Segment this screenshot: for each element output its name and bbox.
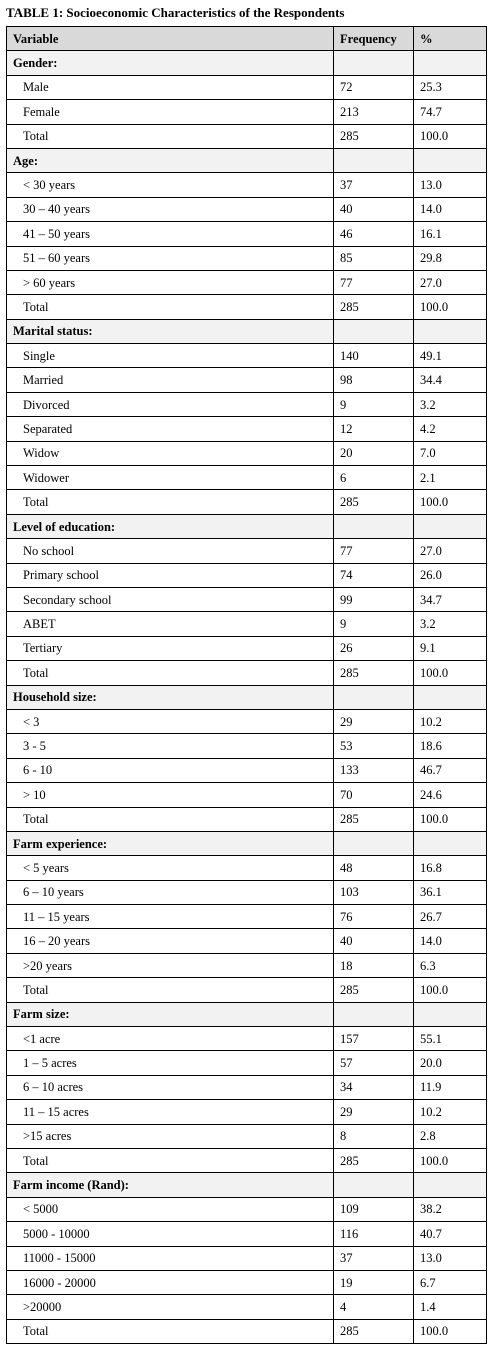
percent-cell: 100.0 — [414, 295, 487, 319]
label-cell: < 3 — [7, 709, 334, 733]
percent-cell: 40.7 — [414, 1222, 487, 1246]
frequency-cell: 77 — [334, 270, 414, 294]
section-row — [7, 514, 487, 538]
section-empty-cell — [334, 319, 414, 343]
table-row — [7, 1051, 487, 1075]
percent-cell: 16.8 — [414, 856, 487, 880]
table-row — [7, 734, 487, 758]
frequency-cell: 40 — [334, 197, 414, 221]
percent-cell: 46.7 — [414, 758, 487, 782]
table-row — [7, 295, 487, 319]
table-row — [7, 490, 487, 514]
section-empty-cell — [334, 1002, 414, 1026]
percent-cell: 100.0 — [414, 1148, 487, 1172]
section-title: Marital status: — [7, 319, 334, 343]
section-row — [7, 685, 487, 709]
frequency-cell: 74 — [334, 563, 414, 587]
percent-cell: 29.8 — [414, 246, 487, 270]
label-cell: 6 – 10 acres — [7, 1075, 334, 1099]
percent-cell: 100.0 — [414, 978, 487, 1002]
section-title: Farm size: — [7, 1002, 334, 1026]
label-cell: < 5 years — [7, 856, 334, 880]
label-cell: > 60 years — [7, 270, 334, 294]
frequency-cell: 157 — [334, 1027, 414, 1051]
section-empty-cell — [334, 514, 414, 538]
label-cell: Widow — [7, 441, 334, 465]
label-cell: >15 acres — [7, 1124, 334, 1148]
table-row — [7, 1295, 487, 1319]
frequency-cell: 285 — [334, 490, 414, 514]
percent-cell: 2.1 — [414, 466, 487, 490]
table-row — [7, 783, 487, 807]
label-cell: Divorced — [7, 392, 334, 416]
frequency-cell: 285 — [334, 1319, 414, 1343]
table-row — [7, 75, 487, 99]
section-empty-cell — [334, 148, 414, 172]
frequency-cell: 98 — [334, 368, 414, 392]
label-cell: Widower — [7, 466, 334, 490]
label-cell: 1 – 5 acres — [7, 1051, 334, 1075]
table-header-row — [7, 27, 487, 51]
percent-cell: 13.0 — [414, 173, 487, 197]
label-cell: 11 – 15 acres — [7, 1100, 334, 1124]
label-cell: 11 – 15 years — [7, 905, 334, 929]
section-empty-cell — [414, 831, 487, 855]
section-title: Farm income (Rand): — [7, 1173, 334, 1197]
percent-cell: 4.2 — [414, 417, 487, 441]
table-row — [7, 197, 487, 221]
percent-cell: 7.0 — [414, 441, 487, 465]
table-row — [7, 466, 487, 490]
frequency-cell: 6 — [334, 466, 414, 490]
label-cell: Male — [7, 75, 334, 99]
section-row — [7, 1002, 487, 1026]
table-row — [7, 344, 487, 368]
table-row — [7, 441, 487, 465]
percent-cell: 27.0 — [414, 270, 487, 294]
percent-cell: 100.0 — [414, 661, 487, 685]
table-row — [7, 905, 487, 929]
percent-cell: 10.2 — [414, 1100, 487, 1124]
label-cell: 5000 - 10000 — [7, 1222, 334, 1246]
percent-cell: 14.0 — [414, 929, 487, 953]
percent-cell: 100.0 — [414, 124, 487, 148]
label-cell: Single — [7, 344, 334, 368]
table-row — [7, 368, 487, 392]
table-row — [7, 173, 487, 197]
table-row — [7, 1319, 487, 1343]
label-cell: < 5000 — [7, 1197, 334, 1221]
section-title: Household size: — [7, 685, 334, 709]
table-row — [7, 953, 487, 977]
percent-cell: 49.1 — [414, 344, 487, 368]
frequency-cell: 37 — [334, 1246, 414, 1270]
section-row — [7, 51, 487, 75]
percent-cell: 100.0 — [414, 490, 487, 514]
section-empty-cell — [334, 685, 414, 709]
label-cell: Total — [7, 1148, 334, 1172]
table-row — [7, 880, 487, 904]
frequency-cell: 57 — [334, 1051, 414, 1075]
frequency-cell: 19 — [334, 1270, 414, 1294]
frequency-cell: 133 — [334, 758, 414, 782]
frequency-cell: 29 — [334, 1100, 414, 1124]
percent-cell: 34.7 — [414, 587, 487, 611]
label-cell: Secondary school — [7, 587, 334, 611]
label-cell: 30 – 40 years — [7, 197, 334, 221]
frequency-cell: 18 — [334, 953, 414, 977]
section-empty-cell — [414, 319, 487, 343]
frequency-cell: 70 — [334, 783, 414, 807]
table-row — [7, 1075, 487, 1099]
section-row — [7, 148, 487, 172]
table-row — [7, 856, 487, 880]
frequency-cell: 76 — [334, 905, 414, 929]
frequency-cell: 9 — [334, 612, 414, 636]
table-row — [7, 1197, 487, 1221]
frequency-cell: 20 — [334, 441, 414, 465]
section-row — [7, 1173, 487, 1197]
frequency-cell: 8 — [334, 1124, 414, 1148]
table-row — [7, 978, 487, 1002]
label-cell: 6 – 10 years — [7, 880, 334, 904]
frequency-cell: 26 — [334, 636, 414, 660]
label-cell: 51 – 60 years — [7, 246, 334, 270]
socioeconomic-table — [6, 26, 487, 1344]
percent-cell: 100.0 — [414, 1319, 487, 1343]
frequency-cell: 285 — [334, 661, 414, 685]
frequency-cell: 85 — [334, 246, 414, 270]
percent-cell: 100.0 — [414, 807, 487, 831]
percent-cell: 9.1 — [414, 636, 487, 660]
frequency-cell: 4 — [334, 1295, 414, 1319]
frequency-cell: 29 — [334, 709, 414, 733]
frequency-cell: 285 — [334, 978, 414, 1002]
label-cell: >20 years — [7, 953, 334, 977]
label-cell: Female — [7, 100, 334, 124]
frequency-cell: 48 — [334, 856, 414, 880]
section-empty-cell — [334, 831, 414, 855]
section-empty-cell — [414, 51, 487, 75]
percent-cell: 26.0 — [414, 563, 487, 587]
label-cell: Total — [7, 490, 334, 514]
frequency-cell: 103 — [334, 880, 414, 904]
table-row — [7, 222, 487, 246]
section-row — [7, 831, 487, 855]
percent-cell: 38.2 — [414, 1197, 487, 1221]
header-variable: Variable — [7, 27, 334, 51]
section-empty-cell — [414, 148, 487, 172]
table-row — [7, 417, 487, 441]
percent-cell: 3.2 — [414, 612, 487, 636]
table-row — [7, 1270, 487, 1294]
frequency-cell: 40 — [334, 929, 414, 953]
percent-cell: 24.6 — [414, 783, 487, 807]
label-cell: 16000 - 20000 — [7, 1270, 334, 1294]
percent-cell: 2.8 — [414, 1124, 487, 1148]
table-row — [7, 1246, 487, 1270]
frequency-cell: 53 — [334, 734, 414, 758]
frequency-cell: 285 — [334, 124, 414, 148]
table-row — [7, 1124, 487, 1148]
table-row — [7, 1222, 487, 1246]
label-cell: Total — [7, 295, 334, 319]
label-cell: 16 – 20 years — [7, 929, 334, 953]
frequency-cell: 12 — [334, 417, 414, 441]
percent-cell: 1.4 — [414, 1295, 487, 1319]
frequency-cell: 99 — [334, 587, 414, 611]
section-empty-cell — [334, 1173, 414, 1197]
frequency-cell: 37 — [334, 173, 414, 197]
percent-cell: 6.3 — [414, 953, 487, 977]
percent-cell: 26.7 — [414, 905, 487, 929]
percent-cell: 18.6 — [414, 734, 487, 758]
header-percent: % — [414, 27, 487, 51]
label-cell: 6 - 10 — [7, 758, 334, 782]
frequency-cell: 77 — [334, 539, 414, 563]
label-cell: >20000 — [7, 1295, 334, 1319]
section-empty-cell — [414, 514, 487, 538]
table-row — [7, 392, 487, 416]
section-empty-cell — [414, 1002, 487, 1026]
label-cell: Tertiary — [7, 636, 334, 660]
label-cell: Total — [7, 1319, 334, 1343]
table-row — [7, 758, 487, 782]
label-cell: Separated — [7, 417, 334, 441]
percent-cell: 20.0 — [414, 1051, 487, 1075]
table-row — [7, 539, 487, 563]
percent-cell: 74.7 — [414, 100, 487, 124]
section-empty-cell — [334, 51, 414, 75]
label-cell: Total — [7, 807, 334, 831]
table-row — [7, 1148, 487, 1172]
label-cell: ABET — [7, 612, 334, 636]
table-row — [7, 587, 487, 611]
table-caption: TABLE 1: Socioeconomic Characteristics of the Respondents — [6, 5, 345, 20]
label-cell: No school — [7, 539, 334, 563]
percent-cell: 36.1 — [414, 880, 487, 904]
header-frequency: Frequency — [334, 27, 414, 51]
frequency-cell: 109 — [334, 1197, 414, 1221]
percent-cell: 27.0 — [414, 539, 487, 563]
section-title: Farm experience: — [7, 831, 334, 855]
table-row — [7, 563, 487, 587]
percent-cell: 10.2 — [414, 709, 487, 733]
percent-cell: 11.9 — [414, 1075, 487, 1099]
table-row — [7, 807, 487, 831]
label-cell: Total — [7, 124, 334, 148]
frequency-cell: 140 — [334, 344, 414, 368]
frequency-cell: 285 — [334, 807, 414, 831]
label-cell: <1 acre — [7, 1027, 334, 1051]
percent-cell: 13.0 — [414, 1246, 487, 1270]
table-row — [7, 612, 487, 636]
percent-cell: 34.4 — [414, 368, 487, 392]
section-title: Level of education: — [7, 514, 334, 538]
frequency-cell: 9 — [334, 392, 414, 416]
section-title: Age: — [7, 148, 334, 172]
table-row — [7, 661, 487, 685]
frequency-cell: 34 — [334, 1075, 414, 1099]
percent-cell: 25.3 — [414, 75, 487, 99]
table-row — [7, 100, 487, 124]
table-row — [7, 636, 487, 660]
table-row — [7, 929, 487, 953]
percent-cell: 6.7 — [414, 1270, 487, 1294]
frequency-cell: 285 — [334, 1148, 414, 1172]
section-empty-cell — [414, 1173, 487, 1197]
frequency-cell: 285 — [334, 295, 414, 319]
frequency-cell: 46 — [334, 222, 414, 246]
label-cell: Total — [7, 978, 334, 1002]
percent-cell: 14.0 — [414, 197, 487, 221]
table-row — [7, 1100, 487, 1124]
label-cell: 11000 - 15000 — [7, 1246, 334, 1270]
label-cell: > 10 — [7, 783, 334, 807]
table-row — [7, 246, 487, 270]
table-row — [7, 124, 487, 148]
table-row — [7, 270, 487, 294]
table-body — [7, 51, 487, 1344]
label-cell: Primary school — [7, 563, 334, 587]
frequency-cell: 72 — [334, 75, 414, 99]
percent-cell: 3.2 — [414, 392, 487, 416]
percent-cell: 16.1 — [414, 222, 487, 246]
label-cell: 3 - 5 — [7, 734, 334, 758]
section-row — [7, 319, 487, 343]
label-cell: 41 – 50 years — [7, 222, 334, 246]
frequency-cell: 116 — [334, 1222, 414, 1246]
label-cell: Married — [7, 368, 334, 392]
percent-cell: 55.1 — [414, 1027, 487, 1051]
section-title: Gender: — [7, 51, 334, 75]
label-cell: < 30 years — [7, 173, 334, 197]
table-row — [7, 709, 487, 733]
table-row — [7, 1027, 487, 1051]
frequency-cell: 213 — [334, 100, 414, 124]
label-cell: Total — [7, 661, 334, 685]
section-empty-cell — [414, 685, 487, 709]
